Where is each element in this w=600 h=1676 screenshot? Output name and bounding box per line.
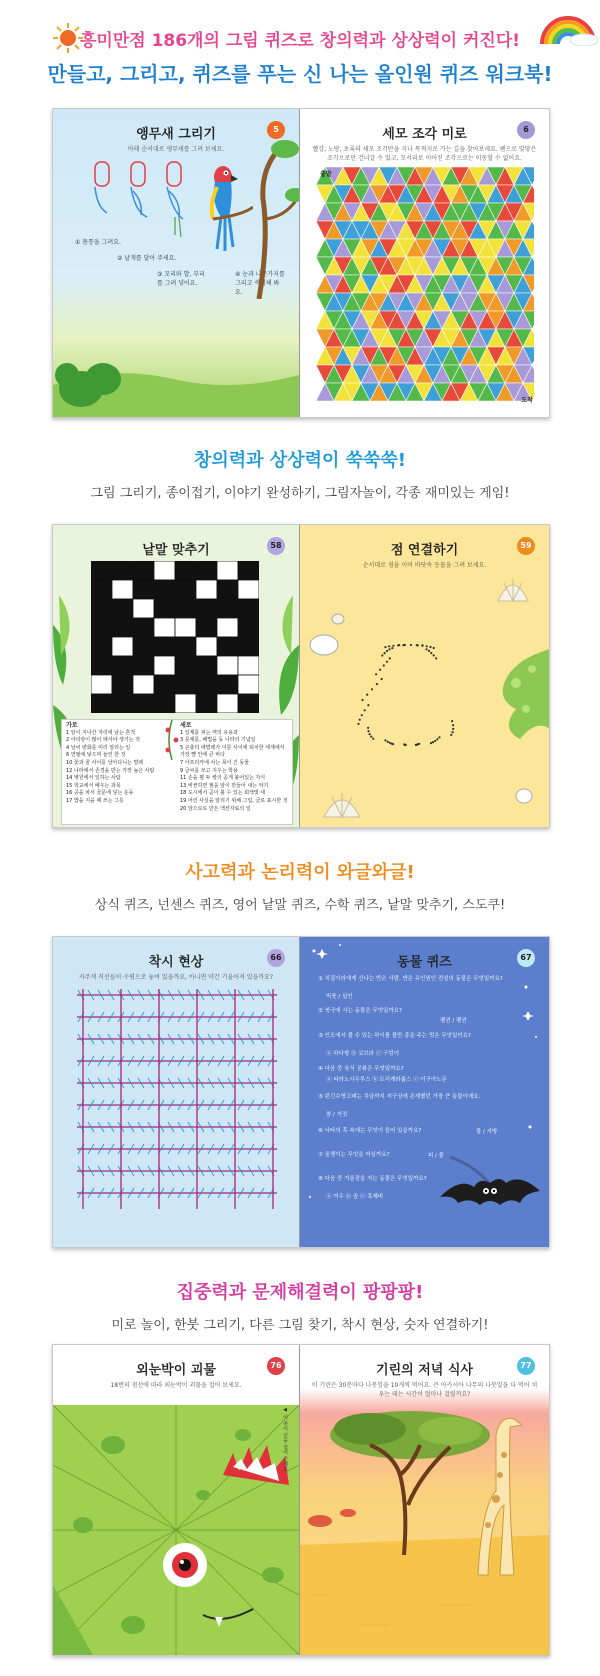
quiz-question: ⑥ 낙타의 혹 속에는 무엇이 들어 있을까요? [318, 1128, 422, 1134]
page-number-badge: 76 [267, 1357, 285, 1375]
crossword-cell [112, 561, 133, 580]
crossword-cell [112, 675, 133, 694]
dot [452, 724, 454, 726]
crossword-cell [133, 599, 154, 618]
dot [384, 652, 386, 654]
clue: 6 연필에 닿으며 눌린 한 것 [66, 752, 126, 759]
dot [452, 731, 454, 733]
crossword-cell [91, 675, 112, 694]
dot [434, 740, 436, 742]
crossword-cell [175, 618, 196, 637]
clue: 14 병원에서 일하는 사람 [66, 775, 121, 782]
shell-bottom-icon [322, 789, 362, 819]
dot [376, 683, 378, 685]
dot [438, 736, 440, 738]
quiz-question: ① 치질이라에게 신나는 반은 사람, 반은 유인원인 전설의 동물은 무엇일까요? [318, 976, 503, 982]
crossword-cell [196, 561, 217, 580]
page-title: 점 연결하기 [390, 543, 459, 558]
crossword-cell [133, 694, 154, 713]
clue: 12 나라에서 존경을 받는 가장 높은 사람 [66, 767, 155, 774]
caption-2-subtitle: 상식 퀴즈, 넌센스 퀴즈, 영어 낱말 퀴즈, 수학 퀴즈, 낱말 맞추기, 스도쿠! [94, 898, 506, 913]
page-title: 동물 퀴즈 [397, 955, 452, 970]
crossword-cell [154, 561, 175, 580]
clue: 5 곤충의 애벌레가 이룬 사이에 퇴치한 세계에서 가장 빨 안에 큰 바다 [180, 744, 285, 759]
page-instruction: 자주색 직선들이 수평으로 놓여 있을까요, 아니면 약간 기울어져 있을까요? [78, 974, 274, 981]
dot [432, 741, 434, 743]
page-number-badge: 5 [267, 121, 285, 139]
crossword-cell [133, 580, 154, 599]
across-label: 가로 [66, 722, 78, 729]
monster-origami [53, 1405, 299, 1655]
maze-end-label: 도착 [521, 397, 533, 404]
dot [371, 688, 373, 690]
crossword-cell [91, 618, 112, 637]
quiz-question: ④ 다음 중 육식 공룡은 무엇일까요? [318, 1066, 404, 1072]
quiz-question: ② 북극에 사는 동물은 무엇일까요? [318, 1008, 402, 1014]
crossword-cell [112, 618, 133, 637]
dot [436, 738, 438, 740]
dot [430, 742, 432, 744]
clue: 9 글씨를 쓰고 지우는 학용 [180, 767, 238, 774]
dot [362, 699, 364, 701]
shell-icon [496, 575, 530, 603]
page-instruction: 빨강, 노랑, 초록의 세모 조각만을 지나 목적지로 가는 길을 찾아보세요. 펜으로 맞닿은 조각으로만 건너갈 수 있고, 모서리로 이어진 조각으로는 이동할 수 없어요. [312, 146, 537, 162]
bat-illustration [440, 1147, 540, 1217]
page-number-badge: 59 [517, 537, 535, 555]
crossword-cell [196, 599, 217, 618]
crossword-cell [112, 580, 133, 599]
header-line-2: 만들고, 그리고, 퀴즈를 푸는 신 나는 올인원 퀴즈 워크북! [47, 62, 553, 86]
crossword-cell [154, 618, 175, 637]
dot [381, 654, 383, 656]
dot [433, 647, 435, 649]
clue: 20 앞으로로 만든 액션자료의 일 [180, 805, 251, 812]
crossword-cell [133, 675, 154, 694]
dot [428, 650, 430, 652]
page-crossword [53, 525, 299, 827]
dot [398, 644, 400, 646]
crossword-cell [196, 694, 217, 713]
across-clues [66, 730, 174, 806]
dot [426, 645, 428, 647]
crossword-cell [133, 637, 154, 656]
page-triangle-maze [300, 109, 549, 417]
page-number-badge: 66 [267, 949, 285, 967]
clue: 13 비썬하면 필을 앞이 만들어 내는 악기 [180, 782, 269, 789]
clue: 7 아프리카에 사는 목이 긴 동물 [180, 759, 250, 766]
dot [415, 744, 417, 746]
crossword-cell [91, 694, 112, 713]
starfish-arm-illustration [486, 639, 549, 749]
crossword-cell [154, 580, 175, 599]
page-title: 낱말 맞추기 [142, 543, 210, 558]
crossword-cell [175, 580, 196, 599]
page-instruction: 순서대로 점을 이어 바닷속 동물을 그려 보세요. [362, 562, 487, 569]
quiz-answer: 피 / 물 [428, 1153, 444, 1159]
clue: 4 날씨 변화를 미리 알리는 일 [66, 744, 131, 751]
caption-3-subtitle: 미로 놀이, 한붓 그리기, 다른 그림 찾기, 착시 현상, 숫자 연결하기! [111, 1318, 489, 1333]
caption-1-title: 창의력과 상상력이 쑥쑥쑥! [193, 450, 406, 471]
down-clues [180, 730, 288, 814]
crossword-cell [175, 637, 196, 656]
page-connect-dots [300, 525, 549, 827]
crossword-cell [217, 656, 238, 675]
clue: 18 도시에서 곧이 볼 수 있는 회색빛 새 [180, 790, 266, 797]
page-instruction: 18번의 점선에 따라 외눈박이 괴물을 접어 보세요. [110, 1382, 242, 1389]
dot [384, 739, 386, 741]
crossword-cell [112, 694, 133, 713]
dot [388, 645, 390, 647]
dot [403, 743, 405, 745]
dot [386, 661, 388, 663]
quiz-question: ③ 인도에서 볼 수 있는 하이를 볼만 종을 주는 멋은 무엇일까요? [318, 1033, 471, 1039]
quiz-question: ⑤ 펀긴수명고래는 치금까지 지구상에 존재했던 가장 큰 동물이에요. [318, 1094, 481, 1100]
savanna-illustration [300, 1395, 549, 1655]
pebble-bottom-icon [514, 787, 534, 805]
caption-3-title: 집중력과 문제해결력이 팡팡팡! [176, 1282, 424, 1303]
dot [367, 704, 369, 706]
spread-illusion-animalquiz [52, 936, 550, 1248]
crossword-cell [196, 675, 217, 694]
clue: 11 손을 펼 두 쌍의 곧게 붙어있는 자식 [180, 775, 266, 782]
dot [357, 723, 359, 725]
crossword-cell [238, 618, 259, 637]
quiz-answer: ⓐ 하다형 ⓑ 코브라 ⓒ 구렁이 [326, 1051, 400, 1057]
dot [435, 657, 437, 659]
page-title: 외눈박이 괴물 [136, 1363, 216, 1378]
crossword-cell [238, 675, 259, 694]
page-instruction: 아래 순서대로 앵무새를 그려 보세요. [127, 146, 225, 153]
tree-illustration [239, 129, 299, 299]
crossword-cell [91, 599, 112, 618]
step-3: ③ 꼬리와 발, 부리를 그려 넣어요. [157, 271, 205, 287]
crossword-cell [154, 656, 175, 675]
crossword-cell [217, 561, 238, 580]
dot [359, 719, 361, 721]
dot [384, 646, 386, 648]
page-title: 세모 조각 미로 [382, 127, 467, 142]
crossword-cell [196, 637, 217, 656]
dot [417, 644, 419, 646]
crossword-cell [91, 561, 112, 580]
triangle-maze [316, 167, 534, 403]
dot [392, 645, 394, 647]
dot [369, 733, 371, 735]
page-number-badge: 67 [517, 949, 535, 967]
caption-2-title: 사고력과 논리력이 와글와글! [185, 862, 415, 883]
maze-start-label: 출발 [320, 171, 332, 178]
dot [367, 730, 369, 732]
clue: 1 알이 지나간 자리에 남는 흔적 [66, 729, 136, 736]
crossword-cell [217, 675, 238, 694]
crossword-cell [154, 599, 175, 618]
quiz-answer: 물 / 지방 [476, 1129, 498, 1135]
dot [372, 738, 374, 740]
crossword-cell [217, 694, 238, 713]
dot [452, 728, 454, 730]
page-title: 앵무새 그리기 [136, 127, 216, 142]
dot [367, 727, 369, 729]
dot [379, 669, 381, 671]
clue: 17 밥을 지을 때 쓰는 그릇 [66, 797, 124, 804]
dot [383, 664, 385, 666]
crossword-cell [217, 618, 238, 637]
spread-monster-giraffe [52, 1344, 550, 1656]
page-number-badge: 6 [517, 121, 535, 139]
crossword-cell [238, 694, 259, 713]
clue: 15 학교에서 배우는 과목 [66, 782, 121, 789]
crossword-cell [175, 675, 196, 694]
caption-1-subtitle: 그림 그리기, 종이접기, 이야기 완성하기, 그림자놀이, 각종 재미있는 게임! [90, 486, 510, 501]
crossword-cell [175, 656, 196, 675]
spread-crossword-dots [52, 524, 550, 828]
crossword-cell [175, 561, 196, 580]
crossword-cell [175, 694, 196, 713]
clue-box [61, 719, 293, 825]
crossword-cell [91, 637, 112, 656]
clue: 16 공을 차서 골문에 넣는 운동 [66, 790, 134, 797]
dot [366, 694, 368, 696]
crossword-cell [238, 599, 259, 618]
zollner-illusion [73, 989, 281, 1233]
dot [375, 673, 377, 675]
crossword-cell [217, 580, 238, 599]
page-optical-illusion [53, 937, 299, 1247]
step-2: ② 날개를 달아 주세요. [117, 255, 177, 262]
page-animal-quiz [300, 937, 549, 1247]
dot [425, 648, 427, 650]
moon-icon [474, 1057, 496, 1085]
quiz-answer: 빅풋 / 설인 [326, 994, 353, 1000]
quiz-answer: ⓐ 티라노사우루스 ⓑ 트리케라톱스 ⓒ 이구아노돈 [326, 1077, 447, 1083]
clue: 19 어린 사실을 알리기 위해 그림, 글로 표시한 것 [180, 797, 288, 804]
parrot-steps-illustration [83, 157, 253, 267]
bush-illustration [53, 345, 299, 417]
dot [386, 650, 388, 652]
header-line-1: 흥미만점 186개의 그림 퀴즈로 창의력과 상상력이 커진다! [79, 31, 521, 51]
crossword-cell [133, 656, 154, 675]
crossword-cell [217, 599, 238, 618]
crossword-cell [238, 580, 259, 599]
crossword-cell [196, 618, 217, 637]
berry-vine-icon [160, 720, 184, 760]
crossword-cell [133, 561, 154, 580]
crossword-cell [175, 599, 196, 618]
page-number-badge: 58 [267, 537, 285, 555]
dot [421, 645, 423, 647]
dot [361, 714, 363, 716]
spread-parrot-maze [52, 108, 550, 418]
crossword-cell [112, 599, 133, 618]
dot [433, 654, 435, 656]
crossword-cell [196, 580, 217, 599]
step-4: ④ 눈과 나뭇가지를 그리고 색칠해 봐요. [235, 271, 285, 296]
dot [430, 652, 432, 654]
quiz-question: ⑧ 다음 중 겨울잠을 자는 동물은 무엇일까요? [318, 1176, 427, 1182]
clue: 2 아리랑이 많이 돼서야 생기는 것 [66, 737, 140, 744]
crossword-cell [154, 675, 175, 694]
crossword-cell [154, 694, 175, 713]
page-giraffe-dinner [300, 1345, 549, 1655]
dot [429, 646, 431, 648]
page-one-eyed-monster [53, 1345, 299, 1655]
crossword-cell [154, 637, 175, 656]
dot-to-dot-puzzle [320, 585, 490, 805]
crossword-cell [91, 580, 112, 599]
quiz-answer: 펭귄 / 펭귄 [440, 1018, 467, 1024]
down-label: 세로 [180, 722, 192, 729]
dot [389, 657, 391, 659]
dot [387, 741, 389, 743]
crossword-cell [238, 637, 259, 656]
page-parrot-drawing [53, 109, 299, 417]
crossword-cell [133, 618, 154, 637]
crossword-cell [112, 637, 133, 656]
page-number-badge: 77 [517, 1357, 535, 1375]
crossword-cell [112, 656, 133, 675]
fold-guide-label: ◀ 이 종이 선을 접어 주세요 [282, 1407, 288, 1471]
quiz-answer: ⓐ 여우 ⓑ 곰 ⓒ 흑제비 [326, 1194, 384, 1200]
dot [388, 648, 390, 650]
dot [450, 734, 452, 736]
dot [364, 709, 366, 711]
quiz-answer: 참 / 거짓 [326, 1112, 348, 1118]
page-title: 착시 현상 [148, 955, 204, 970]
dot [391, 647, 393, 649]
page-title: 기린의 저녁 식사 [376, 1363, 473, 1378]
dot [451, 720, 453, 722]
page-instruction: 이 기린은 30분마다 나뭇잎을 10개씩 먹어요. 큰 아카시아 나무의 나뭇잎을 다 먹어 치우는 데는 시간이 얼마나 걸릴까요? [311, 1382, 538, 1398]
clue: 3 문제를, 해법을 등 나라의 기념일 [180, 737, 256, 744]
clue: 10 꽃과 꿀 사이를 날아다니는 벌레 [66, 759, 144, 766]
step-1: ① 몸통을 그려요. [75, 239, 121, 246]
dot [381, 678, 383, 680]
crossword-grid [91, 561, 259, 713]
crossword-cell [238, 561, 259, 580]
crossword-cell [196, 656, 217, 675]
dot [404, 644, 406, 646]
crossword-cell [91, 656, 112, 675]
crossword-cell [238, 656, 259, 675]
dot [389, 742, 391, 744]
crossword-cell [217, 637, 238, 656]
dot [370, 736, 372, 738]
quiz-question: ⑦ 올챙이는 무엇을 마실까요? [318, 1152, 390, 1158]
dot [410, 644, 412, 646]
clue: 1 일제를 피는 역의 유용과 [180, 729, 238, 736]
